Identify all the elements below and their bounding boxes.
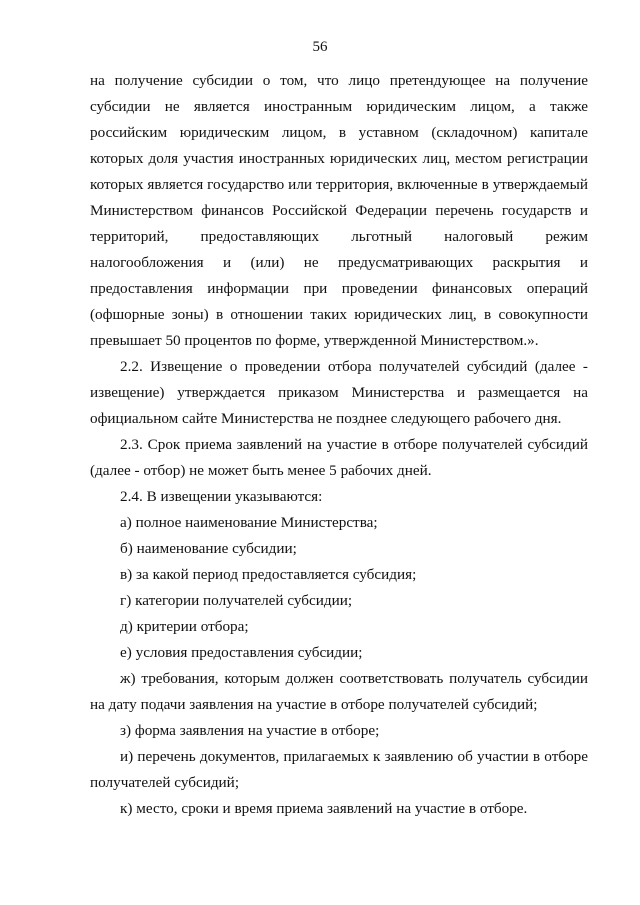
list-item-e: е) условия предоставления субсидии; (120, 644, 363, 661)
list-item-i: и) перечень документов, прилагаемых к заявлению об участии в отборе получателей субсидий; (90, 748, 588, 791)
paragraph-2-4: 2.4. В извещении указываются: (120, 488, 323, 505)
list-item-d: д) критерии отбора; (120, 618, 249, 635)
paragraph-2-2: 2.2. Извещение о проведении отбора получателей субсидий (далее - извещение) утверждается приказом Министерства и размещается на официальном сайте Министерства не позднее следующего рабочего дня. (90, 358, 588, 427)
paragraph-continuation: на получение субсидии о том, что лицо претендующее на получение субсидии не является иностранным юридическим лицом, а также российским юридическим лицом, в уставном (складочном) капитале которых доля участия иностранных юридических лиц, местом регистрации которых является государство или территория, включенные в утверждаемый Министерством финансов Российской Федерации перечень государств и территорий, предоставляющих льготный налоговый режим налогообложения и (или) не предусматривающих раскрытия и предоставления информации при проведении финансовых операций (офшорные зоны) в отношении таких юридических лиц, в совокупности превышает 50 процентов по форме, утвержденной Министерством.». (90, 72, 588, 349)
document-body (90, 68, 588, 822)
paragraph-2-3: 2.3. Срок приема заявлений на участие в отборе получателей субсидий (далее - отбор) не может быть менее 5 рабочих дней. (90, 436, 588, 479)
list-item-g: г) категории получателей субсидии; (120, 592, 353, 609)
list-item-k: к) место, сроки и время приема заявлений на участие в отборе. (120, 800, 528, 817)
list-item-v: в) за какой период предоставляется субсидия; (120, 566, 417, 583)
list-item-b: б) наименование субсидии; (120, 540, 297, 557)
list-item-a: а) полное наименование Министерства; (120, 514, 378, 531)
list-item-zh: ж) требования, которым должен соответствовать получатель субсидии на дату подачи заявления на участие в отборе получателей субсидий; (90, 670, 588, 713)
page-number: 56 (312, 39, 328, 55)
list-item-z: з) форма заявления на участие в отборе; (120, 722, 380, 739)
